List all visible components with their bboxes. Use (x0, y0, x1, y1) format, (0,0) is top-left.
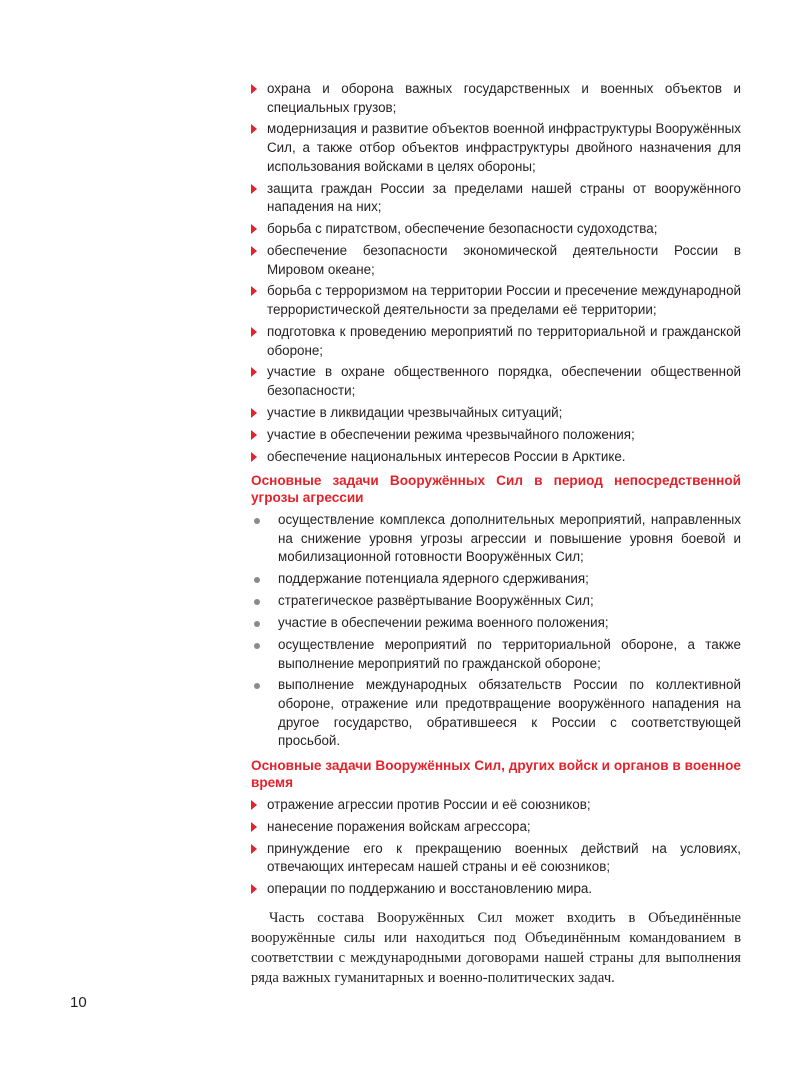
list-item-text: борьба с терроризмом на территории России и пресечение международной террористической деятельности за пределами её территории; (267, 283, 741, 318)
arrow-bullet-icon (251, 286, 257, 296)
list-item-text: осуществление мероприятий по территориальной обороне, а также выполнение мероприятий по гражданской обороне; (278, 637, 741, 671)
list-item-text: принуждение его к прекращению военных действий на условиях, отвечающих интересам нашей страны и её союзников; (267, 840, 741, 875)
list-item (251, 570, 741, 589)
list-item-text: модернизация и развитие объектов военной инфраструктуры Вооружённых Сил, а также отбор объектов инфраструктуры двойного назначения для использования войсками в целях обороны; (267, 121, 741, 174)
arrow-bullet-icon (251, 246, 257, 256)
list-item-text: участие в обеспечении режима чрезвычайного положения; (267, 426, 635, 442)
list-item-text: поддержание потенциала ядерного сдерживания; (278, 571, 589, 587)
list-item (251, 220, 741, 239)
list-item (251, 614, 741, 633)
list-item (251, 426, 741, 445)
arrow-bullet-icon (251, 408, 257, 418)
arrow-bullet-icon (251, 327, 257, 337)
arrow-bullet-icon (251, 452, 257, 462)
list-item-text: нанесение поражения войскам агрессора; (267, 818, 531, 834)
list-item (251, 282, 741, 319)
list-item (251, 636, 741, 673)
list-item-text: участие в обеспечении режима военного положения; (278, 615, 609, 631)
page-number: 10 (70, 994, 87, 1011)
list-item-text: операции по поддержанию и восстановлению мира. (267, 881, 593, 897)
list-item (251, 511, 741, 567)
list-item-text: выполнение международных обязательств России по коллективной обороне, отражение или предотвращение вооружённого нападения на другое государство, обратившееся к России с соответствующей просьбой. (278, 677, 741, 749)
list-item (251, 818, 741, 837)
list-item-text: обеспечение национальных интересов России в Арктике. (267, 448, 626, 464)
list-item (251, 242, 741, 279)
list-item (251, 363, 741, 400)
list-item-text: защита граждан России за пределами нашей страны от вооружённого нападения на них; (267, 180, 741, 215)
arrow-bullet-icon (251, 822, 257, 832)
dot-bullet-icon (254, 518, 260, 524)
list-item-text: борьба с пиратством, обеспечение безопасности судоходства; (267, 221, 658, 237)
arrow-bullet-icon (251, 844, 257, 854)
arrow-bullet-icon (251, 884, 257, 894)
dot-bullet-icon (254, 599, 260, 605)
wartime-heading: Основные задачи Вооружённых Сил, других войск и органов в военное время (251, 757, 741, 790)
dot-bullet-icon (254, 683, 260, 689)
dot-bullet-icon (254, 577, 260, 583)
list-item (251, 80, 741, 117)
list-item (251, 448, 741, 467)
peacetime-tasks-list (251, 80, 741, 466)
arrow-bullet-icon (251, 800, 257, 810)
wartime-tasks-list (251, 796, 741, 899)
list-item-text: осуществление комплекса дополнительных мероприятий, направленных на снижение уровня угрозы агрессии и повышение уровня боевой и мобилизационной готовности Вооружённых Сил; (278, 512, 741, 565)
list-item-text: охрана и оборона важных государственных и военных объектов и специальных грузов; (267, 81, 741, 115)
arrow-bullet-icon (251, 84, 257, 94)
list-item-text: участие в охране общественного порядка, обеспечении общественной безопасности; (267, 364, 741, 398)
list-item (251, 796, 741, 815)
list-item (251, 840, 741, 877)
body-paragraph: Часть состава Вооружённых Сил может входить в Объединённые вооружённые силы или находиться под Объединённым командованием в соответствии с международными договорами нашей страны для выполнения ряда важных гуманитарных и военно-политических задач. (251, 909, 741, 986)
threat-period-heading: Основные задачи Вооружённых Сил в период непосредственной угрозы агрессии (251, 473, 741, 506)
list-item (251, 880, 741, 899)
dot-bullet-icon (254, 643, 260, 649)
arrow-bullet-icon (251, 430, 257, 440)
arrow-bullet-icon (251, 124, 257, 134)
list-item (251, 180, 741, 217)
list-item (251, 323, 741, 360)
page-content (251, 80, 741, 988)
list-item-text: отражение агрессии против России и её союзников; (267, 796, 591, 812)
arrow-bullet-icon (251, 184, 257, 194)
dot-bullet-icon (254, 621, 260, 627)
list-item-text: обеспечение безопасности экономической деятельности России в Мировом океане; (267, 242, 741, 277)
arrow-bullet-icon (251, 224, 257, 234)
list-item-text: участие в ликвидации чрезвычайных ситуаций; (267, 404, 563, 420)
list-item (251, 676, 741, 750)
list-item (251, 404, 741, 423)
list-item-text: стратегическое развёртывание Вооружённых Сил; (278, 593, 594, 609)
threat-period-tasks-list (251, 511, 741, 751)
list-item (251, 592, 741, 611)
list-item (251, 120, 741, 176)
list-item-text: подготовка к проведению мероприятий по территориальной и гражданской обороне; (267, 323, 741, 358)
arrow-bullet-icon (251, 367, 257, 377)
